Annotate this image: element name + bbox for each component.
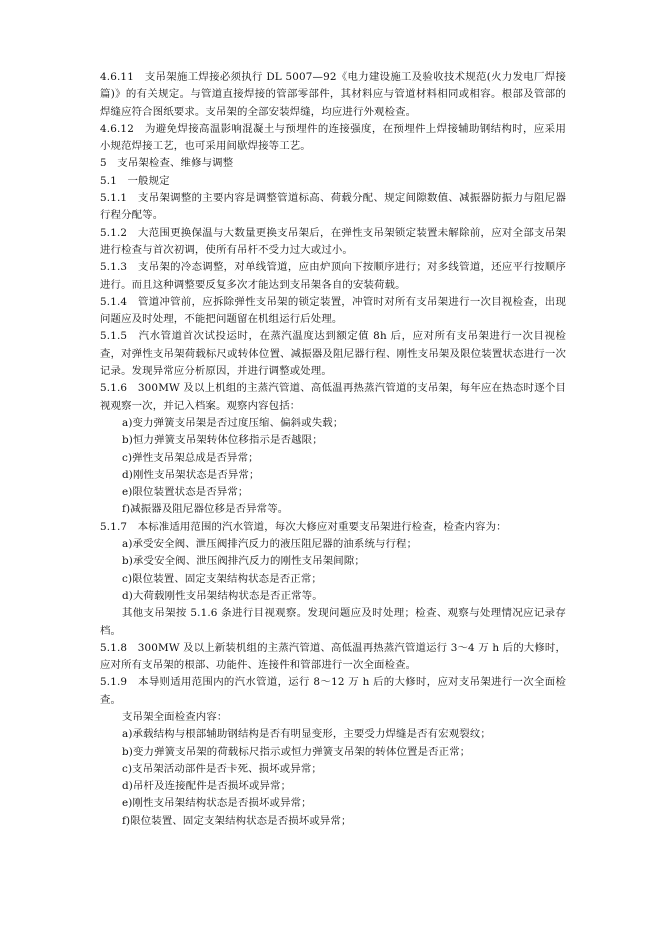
list-item: f)减振器及阻尼器位移是否异常等。 xyxy=(122,503,289,516)
clause-5-1-7-note: 其他支吊架按 5.1.6 条进行目视观察。发现问题应及时处理；检查、观察与处理情况应记录存档。 xyxy=(100,607,566,637)
document-body xyxy=(100,69,566,830)
list-item: d)吊杆及连接配件是否损坏或异常； xyxy=(122,780,292,793)
clause-5-1-2: 5.1.2 大范围更换保温与大数量更换支吊架后，在弹性支吊架锁定装置未解除前，应对全部支吊架进行检查与首次初调，使所有吊杆不受力过大或过小。 xyxy=(100,226,566,256)
clause-5-1-6: 5.1.6 300MW 及以上机组的主蒸汽管道、高低温再热蒸汽管道的支吊架，每年应在热态时逐个目视观察一次，并记入档案。观察内容包括： xyxy=(100,382,566,412)
list-item: c)弹性支吊架总成是否异常； xyxy=(122,451,259,464)
clause-4-6-11: 4.6.11 支吊架施工焊接必须执行 DL 5007—92《电力建设施工及验收技术规范(火力发电厂焊接篇)》的有关规定。与管道直接焊接的管部零部件，其材料应与管道材料相同或相容。根部及管部的焊缝应符合图纸要求。支吊架的全部安装焊缝，均应进行外观检查。 xyxy=(100,71,566,118)
clause-5-1-3: 5.1.3 支吊架的冷态调整，对单线管道，应由炉顶向下按顺序进行；对多线管道，还应平行按顺序进行。而且这种调整要反复多次才能达到支吊架各自的安装荷载。 xyxy=(100,261,566,291)
section-5-1-heading: 5.1 一般规定 xyxy=(100,174,170,187)
list-item: b)恒力弹簧支吊架转体位移指示是否越限； xyxy=(122,434,323,447)
clause-5-1-9: 5.1.9 本导则适用范围内的汽水管道，运行 8～12 万 h 后的大修时，应对支吊架进行一次全面检查。 xyxy=(100,676,566,706)
list-item: c)支吊架活动部件是否卡死、损坏或异常； xyxy=(122,762,322,775)
list-item: d)大荷载刚性支吊架结构状态是否正常等。 xyxy=(122,589,323,602)
clause-5-1-1: 5.1.1 支吊架调整的主要内容是调整管道标高、荷载分配、规定间隙数值、减振器防振力与阻尼器行程分配等。 xyxy=(100,192,566,222)
list-item: d)刚性支吊架状态是否异常； xyxy=(122,468,260,481)
clause-5-1-9-intro: 支吊架全面检查内容： xyxy=(122,710,228,723)
list-item: b)变力弹簧支吊架的荷载标尺指示或恒力弹簧支吊架的转体位置是否正常； xyxy=(122,745,471,758)
list-item: a)承受安全阀、泄压阀排汽反力的液压阻尼器的油系统与行程； xyxy=(122,538,418,551)
list-item: a)变力弹簧支吊架是否过度压缩、偏斜或失载； xyxy=(122,416,344,429)
clause-5-1-8: 5.1.8 300MW 及以上新装机组的主蒸汽管道、高低温再热蒸汽管道运行 3～4 万 h 后的大修时，应对所有支吊架的根部、功能件、连接件和管部进行一次全面检查。 xyxy=(100,641,566,672)
list-item: b)承受安全阀、泄压阀排汽反力的刚性支吊架间隙； xyxy=(122,555,365,568)
list-item: f)限位装置、固定支架结构状态是否损坏或异常； xyxy=(122,814,352,827)
clause-5-1-4: 5.1.4 管道冲管前，应拆除弹性支吊架的锁定装置，冲管时对所有支吊架进行一次目视检查，出现问题应及时处理，不能把问题留在机组运行后处理。 xyxy=(100,295,566,326)
clause-5-1-5: 5.1.5 汽水管道首次试投运时，在蒸汽温度达到额定值 8h 后，应对所有支吊架进行一次目视检查，对弹性支吊架荷载标尺或转体位置、减振器及阻尼器行程、刚性支吊架及限位装置状态进行一次记录。发现异常应分析原因，并进行调整或处理。 xyxy=(100,330,566,378)
section-5-heading: 5 支吊架检查、维修与调整 xyxy=(100,157,234,170)
list-item: a)承载结构与根部辅助钢结构是否有明显变形，主要受力焊缝是否有宏观裂纹； xyxy=(122,728,491,741)
list-item: c)限位装置、固定支架结构状态是否正常； xyxy=(122,572,322,585)
list-item: e)限位装置状态是否异常； xyxy=(122,486,249,499)
clause-5-1-7: 5.1.7 本标准适用范围的汽水管道，每次大修应对重要支吊架进行检查，检查内容为： xyxy=(100,520,507,533)
clause-4-6-12: 4.6.12 为避免焊接高温影响混凝土与预埋件的连接强度，在预埋件上焊接辅助钢结构时，应采用小规范焊接工艺，也可采用间歇焊接等工艺。 xyxy=(100,122,566,153)
list-item: e)刚性支吊架结构状态是否损坏或异常； xyxy=(122,797,312,810)
